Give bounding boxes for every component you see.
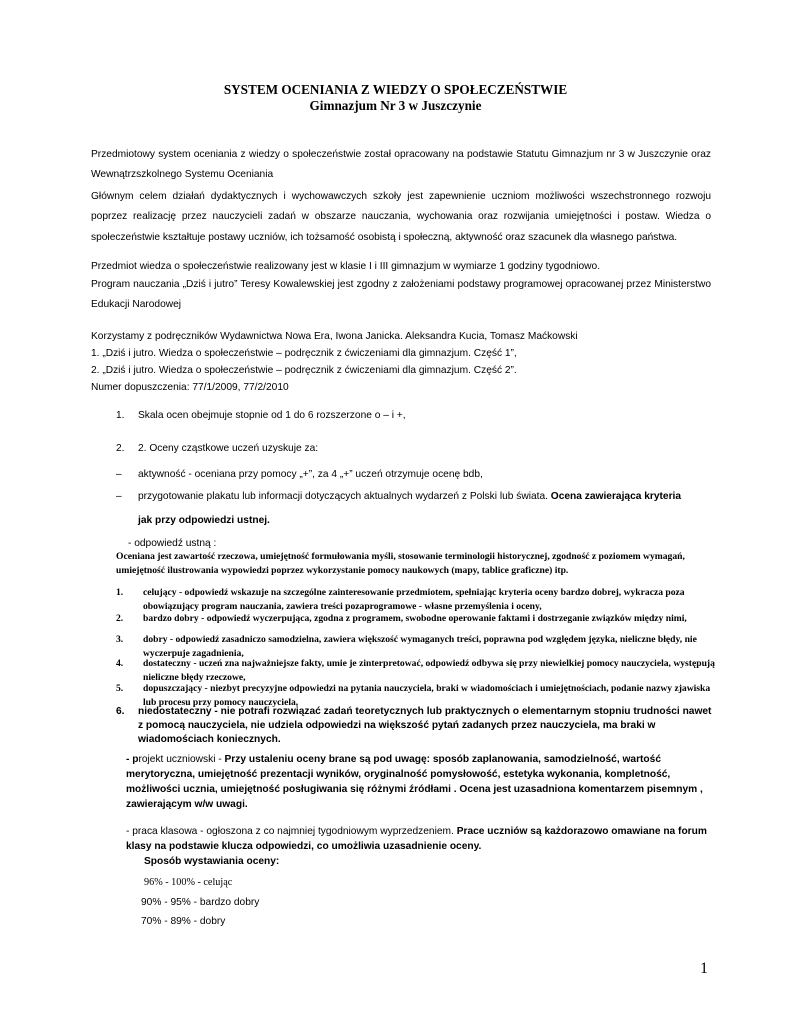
rule-2-number: 2. (116, 443, 125, 454)
grade-number: 3. (116, 634, 124, 645)
grading-scale-heading: Sposób wystawiania oceny: (144, 856, 280, 867)
project-paragraph (126, 752, 711, 812)
classwork-details: Prace uczniów są każdorazowo omawiane na forum klasy na podstawie klucza odpowiedzi, co umożliwia uzasadnienie oceny. (126, 826, 707, 852)
document-title: SYSTEM OCENIANIA Z WIEDZY O SPOŁECZEŃSTWIE (223, 82, 568, 97)
bullet-dash-icon: – (116, 491, 122, 502)
document-subtitle: Gimnazjum Nr 3 w Juszczynie (309, 98, 482, 113)
classwork-paragraph (126, 824, 711, 854)
intro-paragraph-2: Głównym celem działań dydaktycznych i wychowawczych szkoły jest zapewnienie uczniom możliwości wszechstronnego rozwoju poprzez realizację przez nauczycieli zadań w obszarze nauczania, wychowania oraz rozwijania umiejętności i postaw. Wiedza o społeczeństwie kształtuje postawy uczniów, ich tożsamość osobistą i społeczną, aktywność oraz szacunek dla własnego państwa. (91, 191, 711, 243)
page-number: 1 (700, 960, 708, 977)
grade-text: dopuszczający - niezbyt precyzyjne odpowiedzi na pytania nauczyciela, braki w wiadomościach i umiejętnościach, podanie nazwy zjawiska lub procesu przy pomocy nauczyciela, (143, 683, 711, 708)
textbook-item-1: 1. „Dziś i jutro. Wiedza o społeczeństwie – podręcznik z ćwiczeniami dla gimnazjum. Część 1”, (91, 348, 517, 359)
grade-text: dobry - odpowiedź zasadniczo samodzielna, zawiera większość wymaganych treści, poprawna pod względem języka, nieliczne błędy, nie wyczerpuje zagadnienia, (143, 634, 697, 659)
grade-text: bardzo dobry - odpowiedź wyczerpująca, zgodna z programem, swobodne operowanie faktami i dostrzeganie związków między nimi, (143, 613, 687, 624)
bullet-poster (138, 491, 681, 502)
grade-number: 5. (116, 683, 124, 694)
bullet-activity: aktywność - oceniana przy pomocy „+”, za 4 „+” uczeń otrzymuje ocenę bdb, (138, 469, 483, 480)
project-lead: - p (126, 754, 139, 765)
intro-paragraph-1: Przedmiotowy system oceniania z wiedzy o społeczeństwie został opracowany na podstawie Statutu Gimnazjum nr 3 w Juszczynie oraz Wewnątrzszkolnego Systemu Oceniania (91, 149, 711, 181)
project-criteria: Przy ustaleniu oceny brane są pod uwagę: sposób zaplanowania, samodzielność, wartość merytoryczna, umiejętność prezentacji wyników, oryginalność pomysłowość, estetyka wykonania, kompletność, możliwości ucznia, umiejętność posługiwania się różnymi źródłami . Ocena jest uzasadniona komentarzem pisemnym , zawierającym w/w uwagi. (126, 754, 703, 810)
textbook-item-2: 2. „Dziś i jutro. Wiedza o społeczeństwie – podręcznik z ćwiczeniami dla gimnazjum. Część 2”. (91, 365, 517, 376)
rule-1-text: Skala ocen obejmuje stopnie od 1 do 6 rozszerzone o – i +, (138, 410, 406, 421)
bullet-poster-continuation: jak przy odpowiedzi ustnej. (138, 515, 270, 526)
classwork-label: - praca klasowa - ogłoszona z co najmniej tygodniowym wyprzedzeniem. (126, 826, 457, 837)
grade-number: 1. (116, 587, 124, 598)
grade-text: dostateczny - uczeń zna najważniejsze fakty, umie je zinterpretować, odpowiedź odbywa się przy niewielkiej pomocy nauczyciela, występują nieliczne błędy rzeczowe, (143, 658, 715, 683)
oral-description: Oceniana jest zawartość rzeczowa, umiejętność formułowania myśli, stosowanie terminologii historycznej, zgodność z poziomem wymagań, umiejętność ilustrowania wypowiedzi poprzez wykorzystanie pomocy naukowych (mapy, tablice graficzne) itp. (116, 551, 685, 576)
intro-paragraph-4: Program nauczania „Dziś i jutro” Teresy Kowalewskiej jest zgodny z założeniami podstawy programowej opracowanej przez Ministerstwo Edukacji Narodowej (91, 279, 711, 310)
grade-number: 6. (116, 706, 125, 717)
grade-number: 4. (116, 658, 124, 669)
grading-scale-row: 70% - 89% - dobry (141, 916, 226, 927)
intro-paragraph-3: Przedmiot wiedza o społeczeństwie realizowany jest w klasie I i III gimnazjum w wymiarze 1 godziny tygodniowo. (91, 261, 601, 272)
rule-1-number: 1. (116, 410, 125, 421)
textbooks-intro: Korzystamy z podręczników Wydawnictwa Nowa Era, Iwona Janicka. Aleksandra Kucia, Tomasz Maćkowski (91, 331, 578, 342)
project-label: rojekt uczniowski - (138, 754, 225, 765)
bullet-dash-icon: – (116, 469, 122, 480)
rule-2-text: 2. Oceny cząstkowe uczeń uzyskuje za: (138, 443, 319, 454)
grade-number: 2. (116, 613, 124, 624)
approval-number: Numer dopuszczenia: 77/1/2009, 77/2/2010 (91, 382, 289, 393)
oral-heading: - odpowiedź ustną : (128, 538, 217, 549)
grade-text: niedostateczny - nie potrafi rozwiązać zadań teoretycznych lub praktycznych o elementarnym stopniu trudności nawet z pomocą nauczyciela, nie udziela odpowiedzi na większość pytań zadanych przez nauczyciela, ma braki w wiadomościach koniecznych. (138, 706, 712, 745)
grade-text: celujący - odpowiedź wskazuje na szczególne zainteresowanie przedmiotem, spełniając kryteria oceny bardzo dobrej, wykracza poza obowiązujący program nauczania, zawiera treści pozaprogramowe - własne przemyślenia i oceny, (143, 587, 685, 612)
grading-scale-row: 96% - 100% - celując (144, 877, 233, 888)
bullet-poster-text: przygotowanie plakatu lub informacji dotyczących aktualnych wydarzeń z Polski lub świata. (138, 491, 551, 502)
bullet-poster-criteria: Ocena zawierająca kryteria (550, 491, 682, 502)
grading-scale-row: 90% - 95% - bardzo dobry (141, 897, 260, 908)
